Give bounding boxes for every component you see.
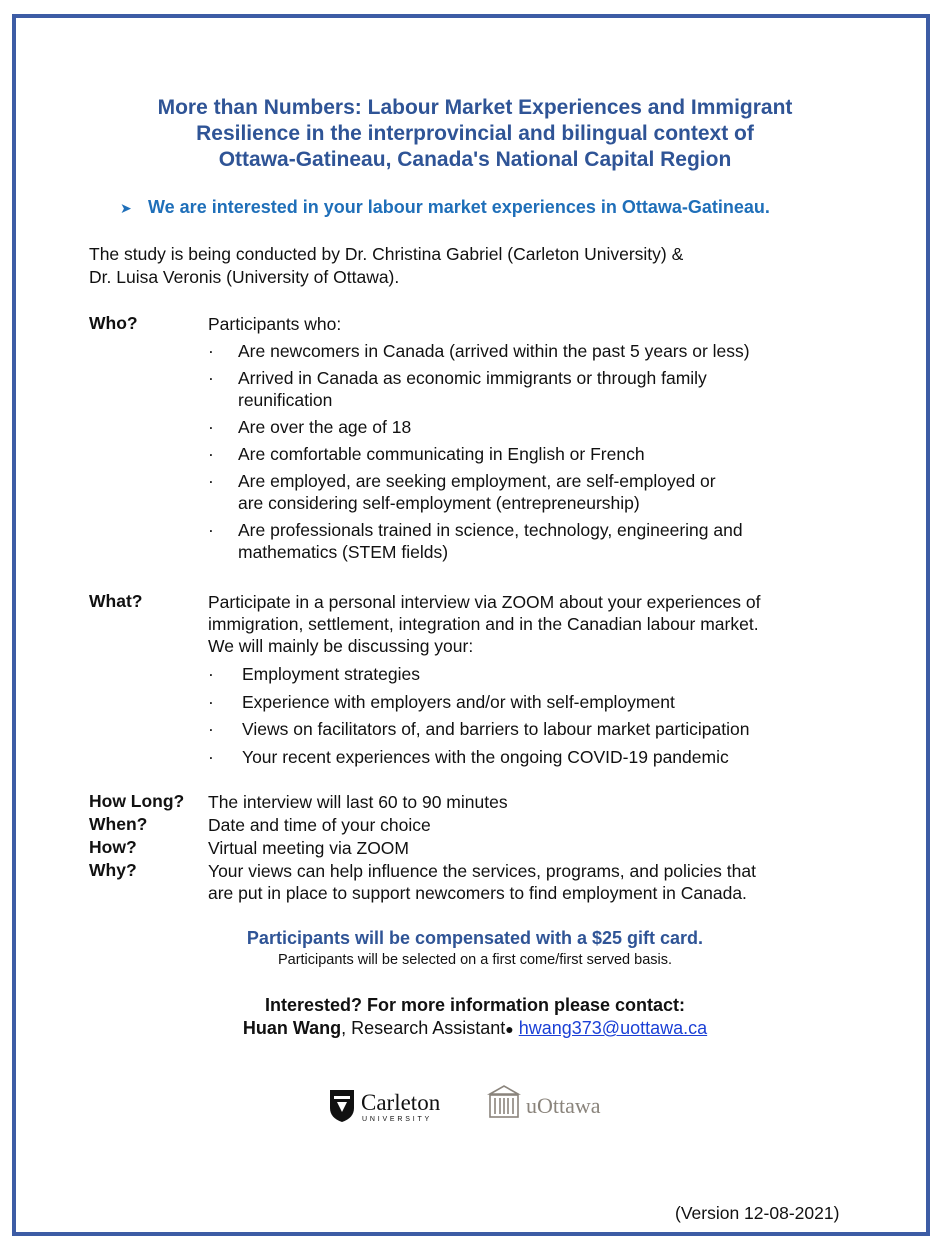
title-line-3: Ottawa-Gatineau, Canada's National Capital Region: [218, 148, 732, 171]
list-item: · Are comfortable communicating in English or French: [208, 444, 645, 464]
who-lead: [208, 313, 341, 335]
bullet-dot-icon: ·: [208, 719, 214, 739]
bullet-dot-icon: ·: [208, 691, 214, 712]
title-line-1: More than Numbers: Labour Market Experiences and Immigrant: [157, 96, 793, 119]
what-label: What?: [89, 591, 143, 611]
uottawa-wordmark: uOttawa: [526, 1093, 601, 1118]
list-item: · Experience with employers and/or with self-employment: [208, 691, 675, 712]
compensation-headline: Participants will be compensated with a $25 gift card.: [246, 928, 704, 948]
list-item: · Are employed, are seeking employment, are self-employed or are considering self-employment (entrepreneurship): [208, 471, 716, 513]
when-value: Date and time of your choice: [208, 815, 431, 835]
list-item: · Employment strategies: [208, 664, 420, 684]
bullet-dot-icon: ·: [208, 341, 214, 361]
uottawa-building-icon: [490, 1086, 518, 1117]
interest-text: We are interested in your labour market experiences in Ottawa-Gatineau.: [148, 197, 770, 217]
bullet-dot-icon: ·: [208, 520, 214, 540]
when-label: When?: [89, 814, 148, 834]
list-item: · Arrived in Canada as economic immigrants or through family reunification: [208, 368, 707, 410]
title-line-2: Resilience in the interprovincial and bilingual context of: [196, 122, 754, 145]
who-lead-text: Participants who:: [208, 314, 342, 334]
contact-prompt: Interested? For more information please contact:: [264, 995, 686, 1015]
how-long-label: How Long?: [89, 791, 185, 811]
how-label: How?: [89, 837, 137, 857]
intro-line-2: Dr. Luisa Veronis (University of Ottawa).: [89, 267, 400, 287]
contact-line: [0, 1018, 950, 1039]
intro-line-1: The study is being conducted by Dr. Christina Gabriel (Carleton University) &: [89, 244, 684, 264]
bullet-dot-icon: ·: [208, 471, 214, 491]
university-logos: [328, 1082, 628, 1122]
what-line-3: We will mainly be discussing your:: [208, 636, 474, 656]
document-title: [0, 95, 950, 173]
contact-name: Huan Wang: [242, 1018, 342, 1038]
what-description: [208, 591, 761, 657]
version-label: (Version 12-08-2021): [675, 1203, 840, 1223]
list-item: · Are over the age of 18: [208, 417, 412, 437]
bullet-dot-icon: ·: [208, 444, 214, 464]
why-label: Why?: [89, 860, 137, 880]
bullet-dot-icon: ·: [208, 746, 214, 767]
contact-role: , Research Assistant: [341, 1018, 506, 1038]
list-item: · Views on facilitators of, and barriers to labour market participation: [208, 719, 750, 739]
study-intro: [89, 243, 683, 289]
what-list: [208, 663, 749, 768]
how-value: Virtual meeting via ZOOM: [208, 838, 409, 858]
bullet-dot-icon: ·: [208, 368, 214, 388]
separator-dot-icon: ●: [505, 1021, 514, 1037]
what-line-1: Participate in a personal interview via ZOOM about your experiences of: [208, 592, 761, 612]
why-value: Your views can help influence the services, programs, and policies that are put in place to support newcomers to find employment in Canada.: [208, 861, 756, 903]
carleton-subtitle: UNIVERSITY: [362, 1116, 433, 1123]
carleton-wordmark: Carleton: [361, 1090, 441, 1115]
carleton-shield-icon: [330, 1090, 354, 1122]
who-list: [208, 340, 750, 563]
bullet-dot-icon: ·: [208, 417, 214, 437]
arrow-bullet-icon: ➤: [120, 200, 132, 216]
compensation-note: Participants will be selected on a first come/first served basis.: [277, 952, 673, 968]
what-line-2: immigration, settlement, integration and in the Canadian labour market.: [208, 614, 759, 634]
logos-svg: [328, 1082, 628, 1124]
list-item: · Are newcomers in Canada (arrived within the past 5 years or less): [208, 341, 750, 361]
who-label: Who?: [89, 313, 138, 333]
list-item: · Your recent experiences with the ongoing COVID-19 pandemic: [208, 746, 729, 767]
list-item: · Are professionals trained in science, technology, engineering and mathematics (STEM fields): [208, 520, 743, 562]
interest-statement: [120, 197, 770, 218]
contact-email-link[interactable]: hwang373@uottawa.ca: [518, 1018, 708, 1038]
bullet-dot-icon: ·: [208, 664, 214, 684]
how-long-value: The interview will last 60 to 90 minutes: [208, 792, 508, 812]
